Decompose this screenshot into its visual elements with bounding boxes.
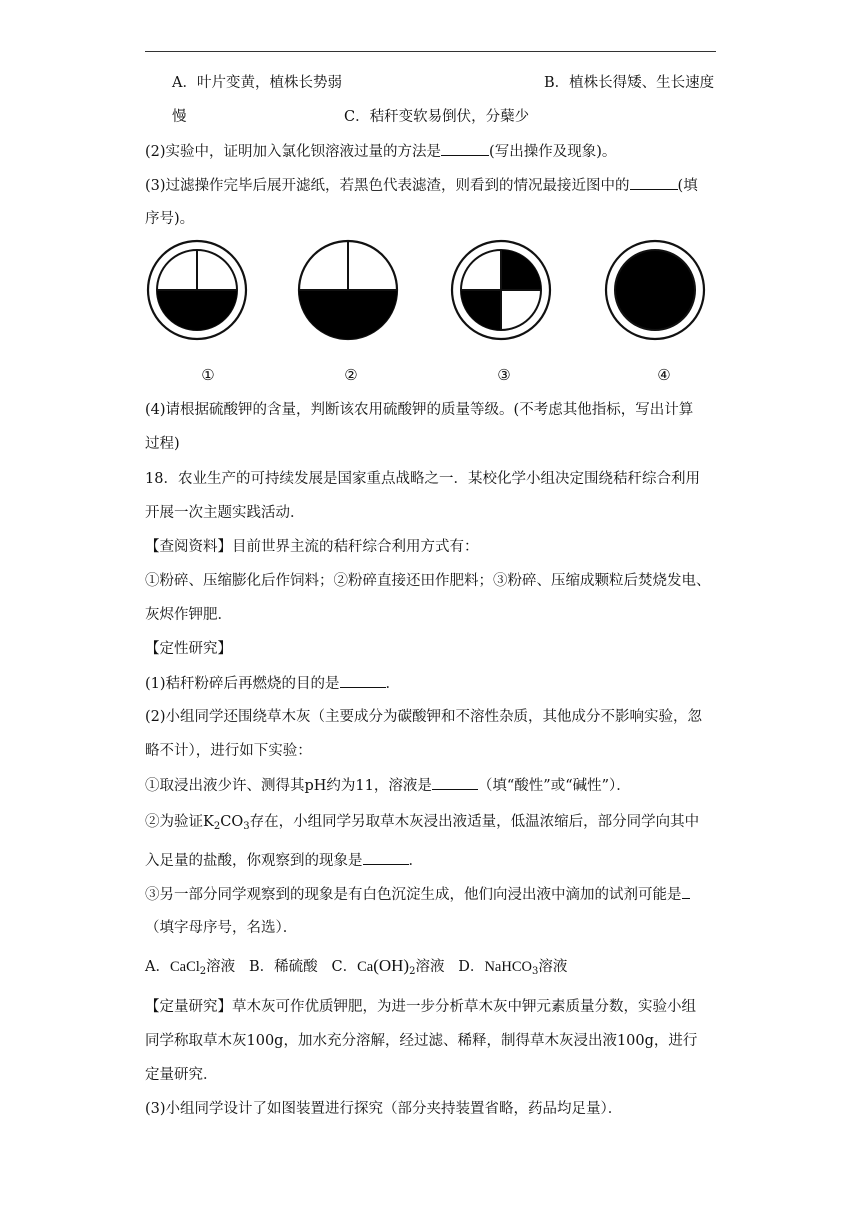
subscript: 2: [213, 821, 221, 832]
question-2: [145, 141, 616, 162]
reference-list-cont: 灰烬作钾肥．: [145, 607, 232, 623]
sub-question-1-text: (1)秸秆粉碎后再燃烧的目的是: [145, 676, 340, 692]
filter-paper-1: [145, 238, 249, 342]
step-2-cont-text: 入足量的盐酸，你观察到的现象是: [145, 853, 363, 869]
option-c: C．秸秆变软易倒伏，分蘖少: [344, 109, 530, 125]
step-3: [145, 884, 690, 905]
answer-blank: [363, 850, 409, 865]
question-18-cont: 开展一次主题实践活动．: [145, 505, 305, 521]
option-tail: 溶液: [206, 959, 236, 975]
option-b-cont: 慢: [172, 109, 187, 125]
question-3-text: (3)过滤操作完毕后展开滤纸，若黑色代表滤渣，则看到的情况最接近图中的: [145, 178, 630, 194]
step-2: [145, 812, 699, 837]
step-1-tail: （填“酸性”或“碱性”）．: [477, 778, 631, 794]
formula: CaCl: [169, 959, 200, 975]
sub-question-3: (3)小组同学设计了如图装置进行探究（部分夹持装置省略，药品均足量）．: [145, 1101, 623, 1117]
answer-blank: [682, 884, 690, 899]
answer-blank: [441, 141, 489, 156]
filter-paper-3: [449, 238, 553, 342]
filter-paper-figures: [145, 238, 725, 348]
figure-label-1: ①: [201, 366, 215, 384]
question-3-cont: 序号)。: [145, 211, 195, 227]
option-a: A．叶片变黄，植株长势弱: [172, 75, 342, 91]
sub-question-1-tail: ．: [385, 676, 401, 692]
subscript: 2: [199, 966, 207, 977]
question-18: 18．农业生产的可持续发展是国家重点战略之一．某校化学小组决定围绕秸秆综合利用: [145, 471, 700, 487]
reference-heading: 【查阅资料】目前世界主流的秸秆综合利用方式有：: [145, 539, 479, 555]
qualitative-heading: 【定性研究】: [145, 641, 232, 657]
header-rule: [145, 51, 716, 52]
reference-list: ①粉碎、压缩膨化后作饲料；②粉碎直接还田作肥料；③粉碎、压缩成颗粒后焚烧发电、: [145, 573, 711, 589]
option-label: C．: [331, 959, 358, 975]
step-2-text: ②为验证K: [145, 814, 214, 830]
question-3: [145, 175, 698, 196]
step-3-cont: （填字母序号，名选）．: [145, 920, 298, 936]
question-4: (4)请根据硫酸钾的含量，判断该农用硫酸钾的质量等级。(不考虑其他指标，写出计算: [145, 402, 694, 418]
figure-label-3: ③: [497, 366, 511, 384]
option-label: A．: [145, 959, 170, 975]
step-1-text: ①取浸出液少许、测得其pH约为11，溶液是: [145, 778, 432, 794]
subscript: 2: [409, 966, 416, 977]
question-2-tail: (写出操作及现象)。: [489, 144, 617, 160]
question-2-text: (2)实验中，证明加入氯化钡溶液过量的方法是: [145, 144, 442, 160]
filter-paper-4: [603, 238, 707, 342]
answer-blank: [340, 673, 386, 688]
figure-label-4: ④: [657, 366, 671, 384]
option-tail: 溶液: [415, 959, 445, 975]
quantitative-text: 同学称取草木灰100g，加水充分溶解，经过滤、稀释，制得草木灰浸出液100g，进行: [145, 1033, 698, 1049]
option-label: D．: [458, 959, 485, 975]
step-2-cont-tail: ．: [408, 853, 423, 869]
step-2-cont: [145, 850, 423, 871]
figure-label-2: ②: [344, 366, 358, 384]
step-1: [145, 775, 631, 796]
sub-question-2-cont: 略不计），进行如下实验：: [145, 743, 312, 759]
sub-question-2: (2)小组同学还围绕草木灰（主要成分为碳酸钾和不溶性杂质，其他成分不影响实验，忽: [145, 709, 703, 725]
formula-paren: (OH): [373, 956, 410, 975]
reagent-options: [145, 956, 567, 982]
filter-paper-2: [296, 238, 400, 342]
option-b: B．植株长得矮、生长速度: [544, 75, 715, 91]
question-4-cont: 过程): [145, 436, 180, 452]
step-3-text: ③另一部分同学观察到的现象是有白色沉淀生成，他们向浸出液中滴加的试剂可能是: [145, 887, 682, 903]
formula: NaHCO: [484, 959, 532, 975]
answer-blank: [432, 775, 478, 790]
subscript: 3: [243, 821, 250, 832]
subscript: 3: [531, 966, 539, 977]
step-2-rest: 存在，小组同学另取草木灰浸出液适量，低温浓缩后，部分同学向其中: [249, 814, 700, 830]
option-tail: 溶液: [538, 959, 568, 975]
answer-blank: [630, 175, 678, 190]
formula: Ca: [357, 959, 374, 975]
question-3-tail: (填: [677, 178, 698, 194]
quantitative-text-cont: 定量研究．: [145, 1067, 218, 1083]
option-b-reagent: B．稀硫酸: [249, 959, 318, 975]
sub-question-1: [145, 673, 400, 694]
quantitative-heading: 【定量研究】草木灰可作优质钾肥，为进一步分析草木灰中钾元素质量分数，实验小组: [145, 999, 696, 1015]
formula-part: CO: [220, 814, 244, 830]
